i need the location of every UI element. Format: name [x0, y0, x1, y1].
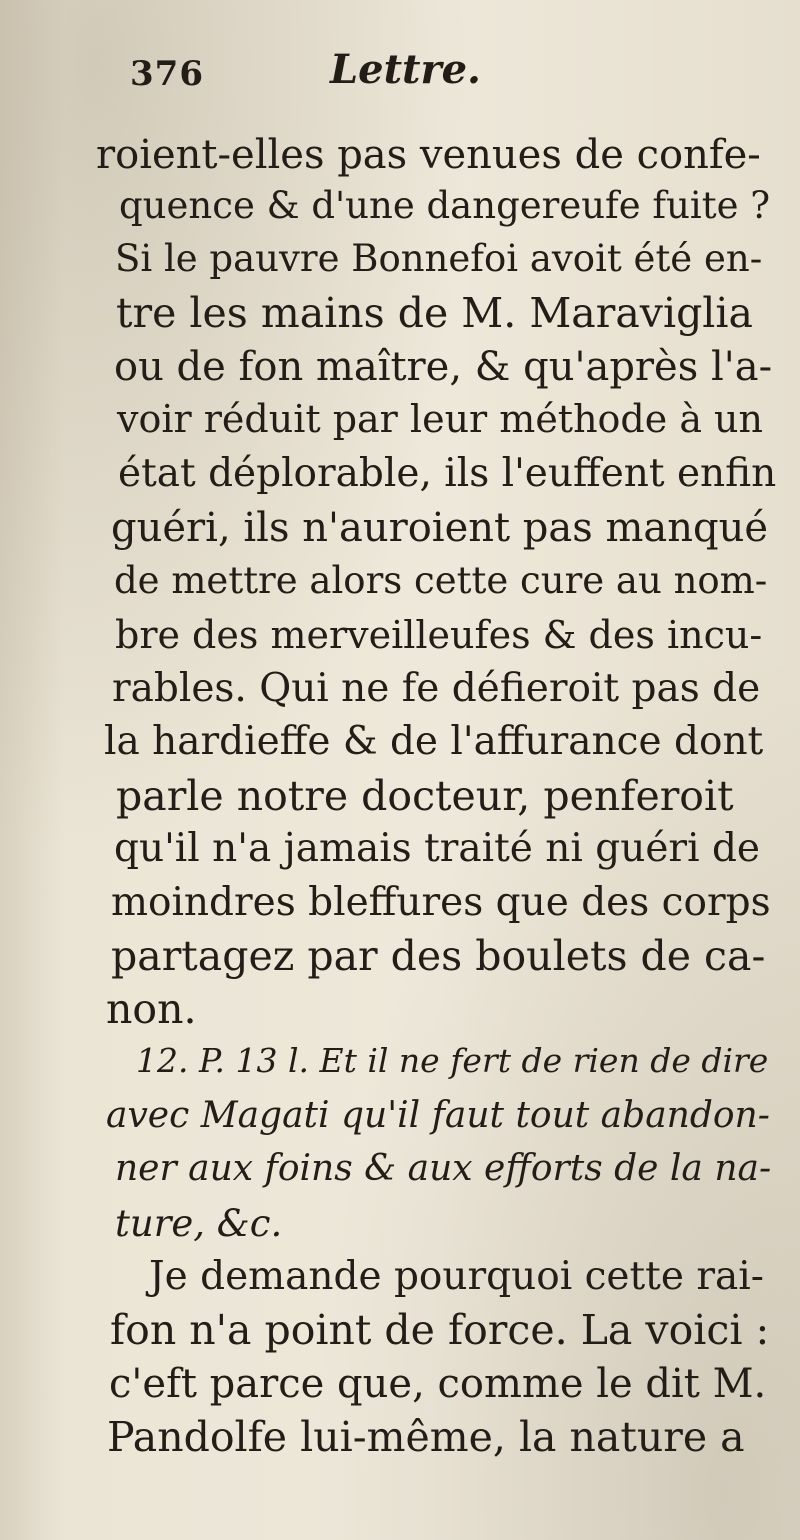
text-line: guéri, ils n'auroient pas manqué [111, 505, 769, 551]
text-line: la hardieffe & de l'affurance dont [104, 719, 764, 764]
text-line: de mettre alors cette cure au nom- [114, 559, 768, 602]
text-line: c'eft parce que, comme le dit M. [109, 1361, 767, 1407]
text-line: qu'il n'a jamais traité ni guéri de [114, 826, 760, 871]
text-line: 12. P. 13 l. Et il ne fert de rien de dire [136, 1041, 769, 1080]
text-line: avec Magati qu'il faut tout abandon- [106, 1095, 770, 1136]
text-line: quence & d'une dangereufe fuite ? [119, 184, 771, 227]
text-line: partagez par des boulets de ca- [111, 932, 766, 980]
text-line: voir réduit par leur méthode à un [117, 397, 763, 441]
text-line: roient-elles pas venues de confe- [96, 132, 761, 178]
text-line: non. [106, 985, 197, 1033]
text-line: parle notre docteur, penferoit [116, 772, 734, 820]
text-line: fon n'a point de force. La voici : [110, 1306, 770, 1354]
text-line: Pandolfe lui-même, la nature a [107, 1413, 745, 1461]
text-line: tre les mains de M. Maraviglia [116, 289, 753, 337]
text-line: ture, &c. [115, 1202, 283, 1245]
running-title: Lettre. [330, 46, 481, 93]
page-header [130, 40, 550, 110]
text-line: état déplorable, ils l'euffent enfin [118, 451, 777, 496]
text-line: ou de fon maître, & qu'après l'a- [114, 344, 773, 390]
text-line: bre des merveilleufes & des incu- [115, 613, 763, 657]
text-line: moindres bleffures que des corps [111, 880, 771, 925]
text-line: Je demande pourquoi cette rai- [149, 1254, 764, 1299]
text-line: ner aux foins & aux efforts de la na- [115, 1148, 772, 1189]
text-line: Si le pauvre Bonnefoi avoit été en- [115, 237, 763, 280]
text-line: rables. Qui ne fe défieroit pas de [112, 666, 761, 711]
page-number: 376 [130, 54, 204, 94]
